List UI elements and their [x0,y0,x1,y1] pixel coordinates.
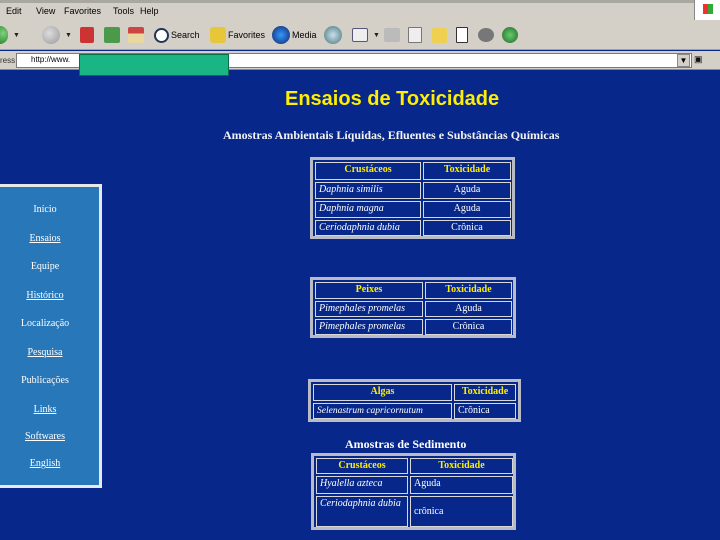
table-header: Crustáceos [316,458,408,474]
address-bar [0,51,720,70]
sidebar-item-publicacoes[interactable]: Publicações [21,375,69,386]
print-icon [384,28,400,42]
table-algas [308,379,521,422]
edit-button[interactable] [408,24,424,46]
sidebar-item-equipe[interactable]: Equipe [30,261,60,272]
search-label: Search [171,30,200,40]
chevron-down-icon[interactable]: ▼ [13,31,20,39]
menu-help[interactable]: Help [140,6,159,16]
home-icon [128,27,144,43]
search-button[interactable] [154,24,200,46]
table-crustaceos [310,157,515,239]
menu-bar [0,0,720,20]
forward-arrow-icon [42,26,60,44]
table-cell-toxicity: Crônica [423,220,511,236]
sidebar-item-inicio[interactable]: Início [33,204,57,215]
table-cell-toxicity: crônica [410,496,513,527]
forward-button[interactable] [42,24,72,46]
refresh-button[interactable] [104,24,122,46]
table-header: Crustáceos [315,162,421,180]
favorites-label: Favorites [228,30,266,40]
messenger-button[interactable] [502,24,520,46]
table-cell-species: Hyalella azteca [316,476,408,494]
sidebar-item-pesquisa[interactable]: Pesquisa [27,347,63,358]
document-icon [456,27,468,43]
sidebar-item-historico[interactable]: Histórico [26,290,64,301]
home-button[interactable] [128,24,146,46]
history-icon [324,26,342,44]
table-header: Toxicidade [423,162,511,180]
windows-logo-icon [694,0,720,20]
menu-edit[interactable]: Edit [6,6,22,16]
menu-tools[interactable]: Tools [113,6,135,16]
sidebar-item-english[interactable]: English [29,458,61,469]
history-button[interactable] [324,24,344,46]
favorites-button[interactable] [210,24,265,46]
table-header: Toxicidade [454,384,516,401]
media-button[interactable] [272,24,317,46]
browser-toolbar [0,20,720,50]
table-cell-species: Pimephales promelas [315,301,423,317]
table-cell-toxicity: Aguda [425,301,512,317]
sidebar-item-ensaios[interactable]: Ensaios [29,233,61,244]
stop-button[interactable] [80,24,96,46]
stop-icon [80,27,94,43]
back-button[interactable] [0,24,20,46]
table-cell-species: Daphnia similis [315,182,421,199]
table-header: Algas [313,384,452,401]
sidebar-item-localizacao[interactable]: Localização [20,318,70,329]
table-cell-toxicity: Aguda [410,476,513,494]
menu-view[interactable]: View [36,6,56,16]
table-header: Peixes [315,282,423,299]
media-label: Media [292,30,317,40]
search-icon [154,28,169,43]
table-header: Toxicidade [410,458,513,474]
sidebar-nav [0,184,102,488]
sediment-section-title: Amostras de Sedimento [345,437,467,451]
table-cell-toxicity: Crônica [425,319,512,335]
go-button[interactable]: ▣ [694,54,703,64]
page-subtitle: Amostras Ambientais Líquidas, Efluentes e Substâncias Químicas [223,128,560,142]
mail-button[interactable] [352,24,380,46]
back-arrow-icon [0,26,8,44]
edit-page-icon [408,27,422,43]
table-cell-toxicity: Crônica [454,403,516,419]
address-label: ress [0,56,16,65]
refresh-icon [104,27,120,43]
table-cell-species: Ceriodaphnia dubia [316,496,408,527]
address-dropdown-icon[interactable]: ▼ [677,54,690,67]
folder-button[interactable] [432,24,449,46]
note-icon [432,28,447,43]
sidebar-item-links[interactable]: Links [33,404,57,415]
favorites-star-icon [210,27,226,43]
messenger-icon [502,27,518,43]
table-cell-species: Ceriodaphnia dubia [315,220,421,236]
menu-favorites[interactable]: Favorites [64,6,102,16]
title-bar-strip [0,0,720,3]
table-cell-species: Daphnia magna [315,201,421,218]
table-header: Toxicidade [425,282,512,299]
table-cell-species: Pimephales promelas [315,319,423,335]
table-cell-species: Selenastrum capricornutum [313,403,452,419]
print-button[interactable] [384,24,402,46]
document-button[interactable] [456,24,470,46]
chevron-down-icon[interactable]: ▼ [373,31,380,39]
page-title: Ensaios de Toxicidade [285,88,500,110]
chevron-down-icon[interactable]: ▼ [65,31,72,39]
sidebar-item-softwares[interactable]: Softwares [25,431,65,442]
table-cell-toxicity: Aguda [423,201,511,218]
address-url: http://www. [31,55,71,64]
media-icon [272,26,290,44]
discuss-button[interactable] [478,24,496,46]
mail-icon [352,28,368,42]
discuss-icon [478,28,494,42]
redaction-box [79,54,229,76]
table-sedimento [311,453,516,530]
table-cell-toxicity: Aguda [423,182,511,199]
table-peixes [310,277,516,338]
